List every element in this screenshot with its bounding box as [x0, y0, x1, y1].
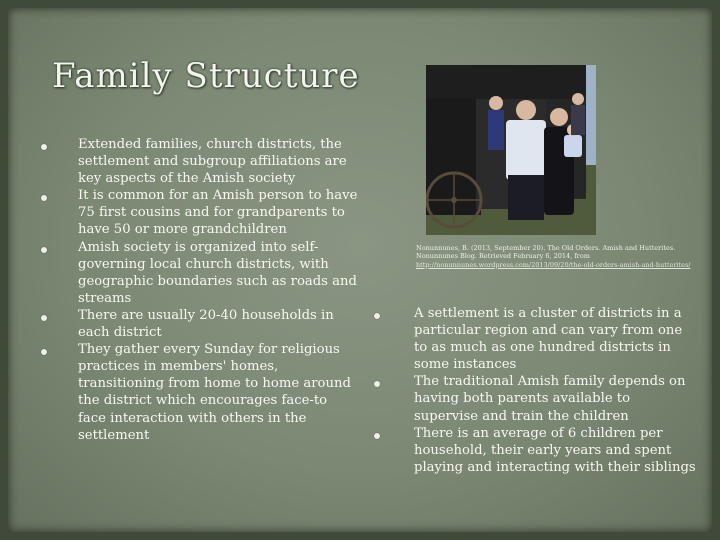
citation-link[interactable]: http://nonunnunes.wordpress.com/2013/09/20/the-old-orders-amish-and-hutterites/	[416, 260, 691, 269]
bullet-icon	[41, 195, 47, 201]
bullet-icon	[374, 313, 380, 319]
list-item	[414, 425, 696, 476]
bullet-icon	[41, 349, 47, 355]
list-item	[78, 307, 358, 341]
slide	[8, 8, 712, 532]
bullet-text: It is common for an Amish person to have 75 first cousins and for grandparents to have 50 or more grandchildren	[78, 188, 358, 238]
bullet-text: There are usually 20-40 households in each district	[78, 307, 334, 341]
bullet-text: Amish society is organized into self-governing local church districts, with geographic boundaries such as roads and streams	[78, 239, 357, 306]
list-item	[78, 136, 358, 187]
amish-family-photo	[426, 65, 596, 235]
slide-title: Family Structure	[52, 56, 360, 96]
bullet-icon	[41, 144, 47, 150]
list-item	[414, 305, 696, 373]
bullet-text: Extended families, church districts, the settlement and subgroup affiliations are key aspects of the Amish society	[78, 137, 347, 187]
citation-text: Nonunnunes, B. (2013, September 20). The Old Orders. Amish and Hutterites. Nonunnunes Blog. Retrieved February 6, 2014, from	[416, 244, 676, 261]
list-item	[78, 341, 358, 444]
list-item	[78, 239, 358, 307]
bullet-icon	[374, 381, 380, 387]
bullet-text: A settlement is a cluster of districts in a particular region and can vary from one to as much as one hundred districts in some instances	[414, 306, 683, 373]
list-item	[414, 373, 696, 424]
bullet-icon	[41, 315, 47, 321]
bullet-text: There is an average of 6 children per household, their early years and spent playing and interacting with their siblings	[414, 425, 696, 475]
left-bullet-list	[78, 136, 358, 444]
bullet-icon	[374, 433, 380, 439]
right-bullet-list	[414, 305, 696, 476]
bullet-text: The traditional Amish family depends on having both parents available to supervise and train the children	[414, 374, 686, 424]
bullet-icon	[41, 247, 47, 253]
bullet-text: They gather every Sunday for religious practices in members' homes, transitioning from home to home around the district which encourages face-to face interaction with others in the settlement	[78, 342, 351, 443]
list-item	[78, 187, 358, 238]
photo-illustration	[426, 65, 596, 235]
photo-citation	[416, 244, 698, 269]
